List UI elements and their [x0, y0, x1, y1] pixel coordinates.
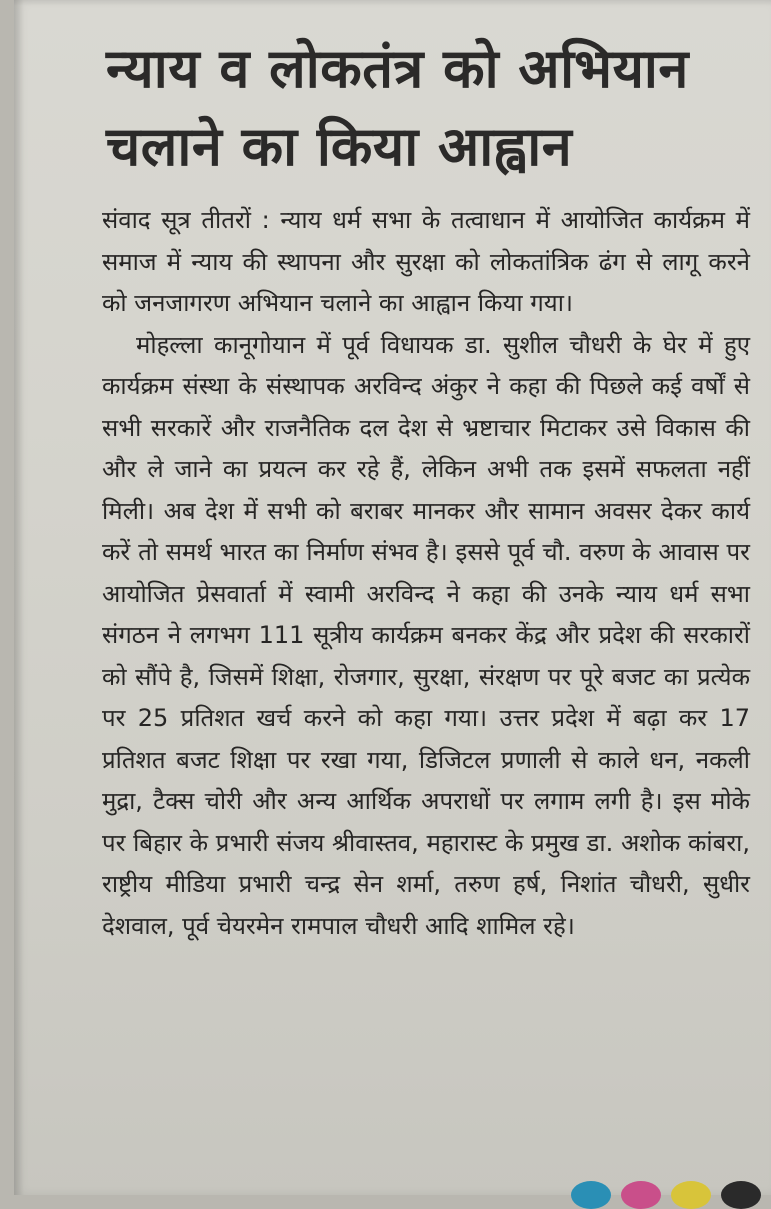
article-headline [106, 30, 746, 186]
article-body [102, 200, 750, 947]
cyan-registration-mark [571, 1181, 611, 1209]
paragraph-1-text: न्याय धर्म सभा के तत्वाधान में आयोजित कार्यक्रम में समाज में न्याय की स्थापना और सुरक्षा को लोकतांत्रिक ढंग से लागू करने को जनजागरण अभियान चलाने का आह्वान किया गया। [102, 206, 750, 317]
magenta-registration-mark [621, 1181, 661, 1209]
article-paragraph-2: मोहल्ला कानूगोयान में पूर्व विधायक डा. सुशील चौधरी के घेर में हुए कार्यक्रम संस्था के संस्थापक अरविन्द अंकुर ने कहा की पिछले कई वर्षों से सभी सरकारें और राजनैतिक दल देश से भ्रष्टाचार मिटाकर उसे विकास की और ले जाने का प्रयत्न कर रहे हैं, लेकिन अभी तक इसमें सफलता नहीं मिली। अब देश में सभी को बराबर मानकर और सामान अवसर देकर कार्य करें तो समर्थ भारत का निर्माण संभव है। इससे पूर्व चौ. वरुण के आवास पर आयोजित प्रेसवार्ता में स्वामी अरविन्द ने कहा की उनके न्याय धर्म सभा संगठन ने लगभग 111 सूत्रीय कार्यक्रम बनकर केंद्र और प्रदेश की सरकारों को सौंपे है, जिसमें शिक्षा, रोजगार, सुरक्षा, संरक्षण पर पूरे बजट का प्रत्येक पर 25 प्रतिशत खर्च करने को कहा गया। उत्तर प्रदेश में बढ़ा कर 17 प्रतिशत बजट शिक्षा पर रखा गया, डिजिटल प्रणाली से काले धन, नकली मुद्रा, टैक्स चोरी और अन्य आर्थिक अपराधों पर लगाम लगी है। इस मोके पर बिहार के प्रभारी संजय श्रीवास्तव, महारास्ट के प्रमुख डा. अशोक कांबरा, राष्ट्रीय मीडिया प्रभारी चन्द्र सेन शर्मा, तरुण हर्ष, निशांत चौधरी, सुधीर देशवाल, पूर्व चेयरमेन रामपाल चौधरी आदि शामिल रहे। [102, 330, 750, 940]
headline-line-1: न्याय व लोकतंत्र को अभियान [106, 37, 689, 100]
newspaper-clipping [14, 0, 771, 1195]
print-registration-marks [551, 1181, 771, 1195]
dateline: संवाद सूत्र तीतरों : [102, 206, 270, 234]
paper-edge-shadow [14, 0, 771, 6]
headline-line-2: चलाने का किया आह्वान [106, 115, 573, 178]
article-paragraph-1 [102, 200, 750, 325]
yellow-registration-mark [671, 1181, 711, 1209]
black-registration-mark [721, 1181, 761, 1209]
